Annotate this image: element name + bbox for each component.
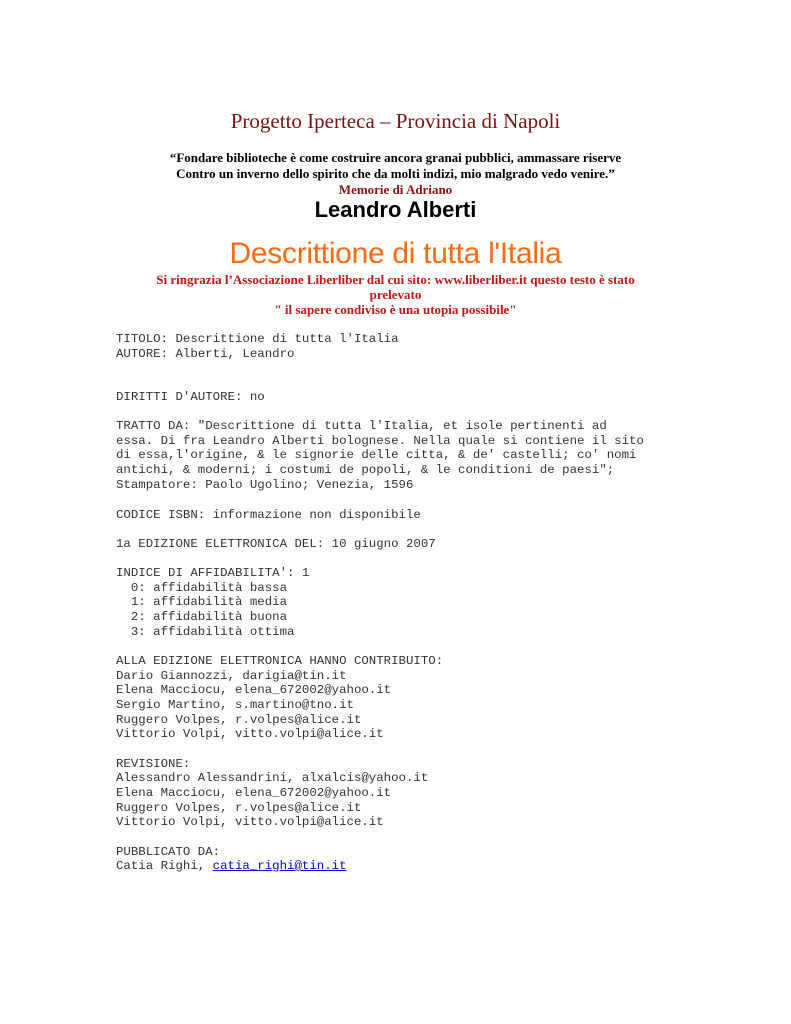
acknowledgement-line-1: Si ringrazia l’Associazione Liberliber dal cui sito: www.liberliber.it questo testo è stato — [156, 272, 635, 287]
contributor-4: Ruggero Volpes, r.volpes@alice.it — [116, 713, 362, 727]
contributor-3: Sergio Martino, s.martino@tno.it — [116, 698, 354, 712]
project-title: Progetto Iperteca – Provincia di Napoli — [230, 109, 561, 133]
field-autore: AUTORE: Alberti, Leandro — [116, 347, 295, 361]
epigraph-source: Memorie di Adriano — [338, 182, 453, 197]
publisher-line — [116, 859, 347, 874]
acknowledgement — [0, 272, 791, 317]
contributor-2: Elena Macciocu, elena_672002@yahoo.it — [116, 683, 392, 697]
publisher-email-link[interactable]: catia_righi@tin.it — [212, 859, 347, 873]
field-indice-3: 3: affidabilità ottima — [116, 625, 295, 639]
contributor-5: Vittorio Volpi, vitto.volpi@alice.it — [116, 727, 384, 741]
reviewer-4: Vittorio Volpi, vitto.volpi@alice.it — [116, 815, 384, 829]
reviewer-3: Ruggero Volpes, r.volpes@alice.it — [116, 801, 362, 815]
field-pubblicato-title: PUBBLICATO DA: — [116, 845, 221, 859]
field-diritti: DIRITTI D'AUTORE: no — [116, 390, 265, 404]
field-revisione-title: REVISIONE: — [116, 757, 191, 771]
field-tratto-da-3: di essa,l'origine, & le signorie delle citta, & de' castelli; co' nomi — [116, 448, 637, 462]
reviewer-1: Alessandro Alessandrini, alxalcis@yahoo.it — [116, 771, 429, 785]
field-tratto-da-4: antichi, & moderni; i costumi de popoli, & le conditioni de paesi"; — [116, 463, 615, 477]
acknowledgement-motto: " il sapere condiviso è una utopia possibile" — [274, 302, 517, 317]
contributor-1: Dario Giannozzi, darigia@tin.it — [116, 669, 347, 683]
book-title: Descrittione di tutta l'Italia — [229, 237, 562, 270]
field-contributori-title: ALLA EDIZIONE ELETTRONICA HANNO CONTRIBUITO: — [116, 654, 444, 668]
field-edizione: 1a EDIZIONE ELETTRONICA DEL: 10 giugno 2007 — [116, 537, 436, 551]
acknowledgement-line-2: prelevato — [369, 287, 422, 302]
field-tratto-da-5: Stampatore: Paolo Ugolino; Venezia, 1596 — [116, 478, 414, 492]
field-indice-1: 1: affidabilità media — [116, 595, 288, 609]
field-tratto-da-1: TRATTO DA: "Descrittione di tutta l'Italia, et isole pertinenti ad — [116, 419, 607, 433]
epigraph — [0, 150, 791, 198]
field-tratto-da-2: essa. Di fra Leandro Alberti bolognese. Nella quale si contiene il sito — [116, 434, 644, 448]
field-titolo: TITOLO: Descrittione di tutta l'Italia — [116, 332, 399, 346]
reviewer-2: Elena Macciocu, elena_672002@yahoo.it — [116, 786, 392, 800]
epigraph-line-2: Contro un inverno dello spirito che da molti indizi, mio malgrado vedo venire.” — [176, 166, 615, 181]
field-indice-2: 2: affidabilità buona — [116, 610, 288, 624]
field-indice-0: 0: affidabilità bassa — [116, 581, 288, 595]
field-indice-title: INDICE DI AFFIDABILITA': 1 — [116, 566, 310, 580]
publisher-name: Catia Righi, — [116, 859, 213, 873]
field-isbn: CODICE ISBN: informazione non disponibile — [116, 508, 421, 522]
book-author: Leandro Alberti — [314, 197, 477, 222]
epigraph-line-1: “Fondare biblioteche è come costruire ancora granai pubblici, ammassare riserve — [169, 150, 622, 165]
